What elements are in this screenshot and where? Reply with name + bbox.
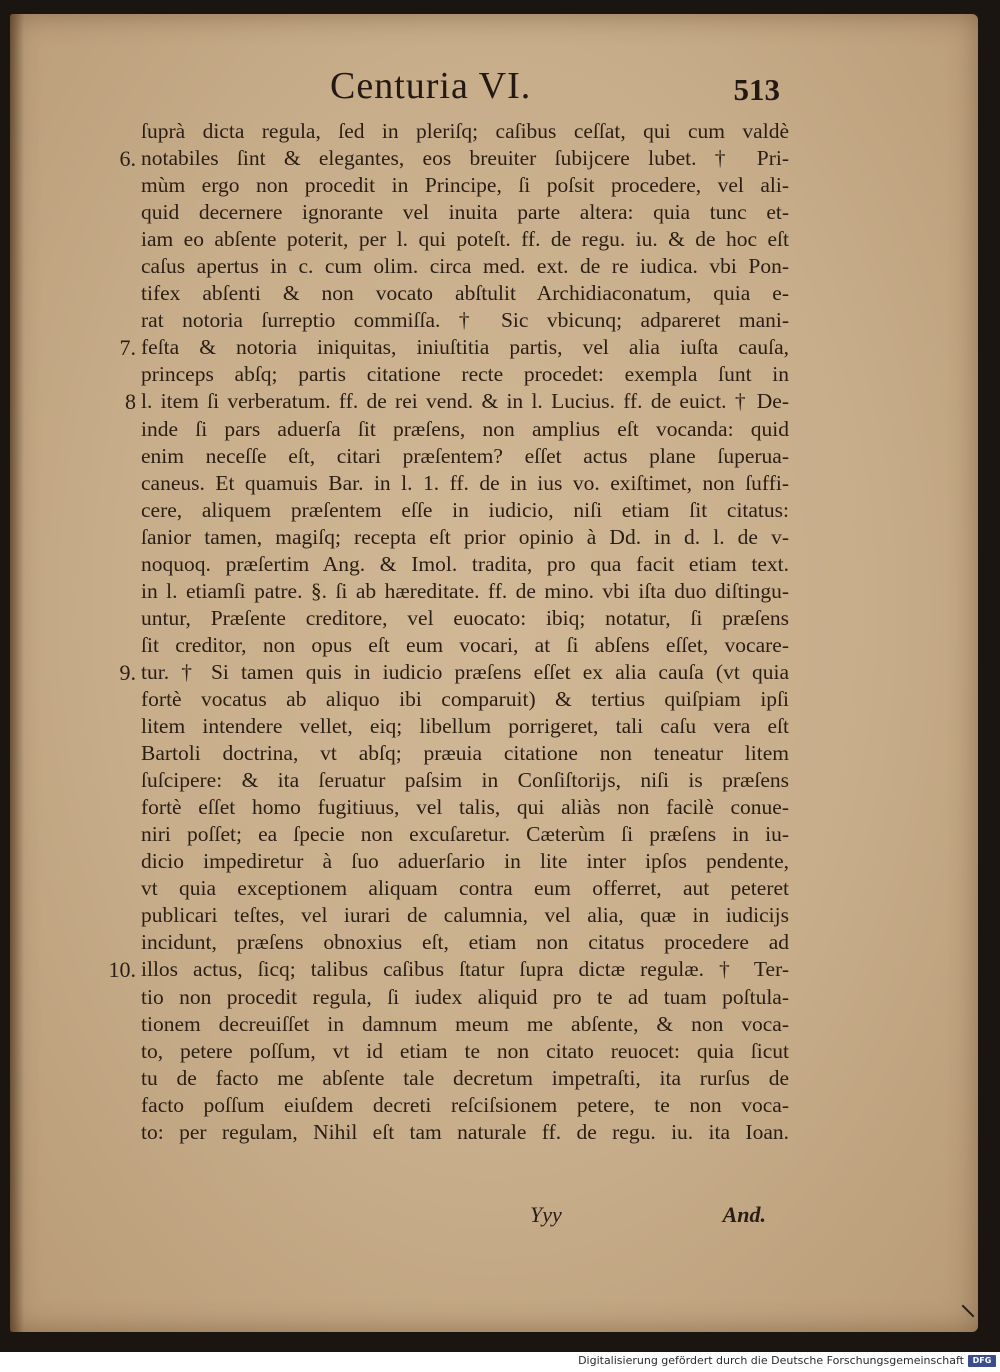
line-text: rat notoria ſurreptio commiſſa. † Sic vbicunq; adpareret mani- xyxy=(141,308,789,333)
text-line xyxy=(10,199,978,226)
dfg-logo-icon: DFG xyxy=(968,1355,996,1367)
text-line xyxy=(10,848,978,875)
line-text: tio non procedit regula, ſi iudex aliquid pro te ad tuam poſtula- xyxy=(141,984,789,1009)
line-text: publicari teſtes, vel iurari de calumnia, vel alia, quæ in iudicijs xyxy=(141,903,789,928)
text-line xyxy=(10,226,978,253)
text-line xyxy=(10,767,978,794)
text-line xyxy=(10,253,978,280)
line-text: caneus. Et quamuis Bar. in l. 1. ff. de in ius vo. exiſtimet, non ſuffi- xyxy=(141,470,789,495)
text-line xyxy=(10,821,978,848)
page-number: 513 xyxy=(733,72,780,107)
line-text: ſuſcipere: & ita ſeruatur paſsim in Conſiſtorijs, niſi is præſens xyxy=(141,768,789,793)
line-text: quid decernere ignorante vel inuita parte altera: quia tunc et- xyxy=(141,200,789,225)
line-text: Bartoli doctrina, vt abſq; præuia citatione non teneatur litem xyxy=(141,741,789,766)
text-line xyxy=(10,118,978,145)
line-text: litem intendere vellet, eiq; libellum porrigeret, tali caſu vera eſt xyxy=(141,714,789,739)
margin-note: 9. xyxy=(119,659,136,685)
text-line xyxy=(10,740,978,767)
text-line xyxy=(10,794,978,821)
line-text: tifex abſenti & non vocato abſtulit Archidiaconatum, quia e- xyxy=(141,281,789,306)
line-text: to: per regulam, Nihil eſt tam naturale ff. de regu. iu. ita Ioan. xyxy=(141,1119,789,1144)
text-line xyxy=(10,416,978,443)
text-line xyxy=(10,551,978,578)
text-line xyxy=(10,713,978,740)
line-text: in l. etiamſi patre. §. ſi ab hæreditate. ff. de mino. vbi iſta duo diſtingu- xyxy=(141,578,789,603)
line-text: niri poſſet; ea ſpecie non excuſaretur. Cæterùm ſi præſens in iu- xyxy=(141,822,789,847)
text-line xyxy=(10,280,978,307)
line-text: fortè vocatus ab aliquo ibi comparuit) & tertius quiſpiam ipſi xyxy=(141,686,789,711)
text-line xyxy=(10,659,978,686)
line-text: caſus apertus in c. cum olim. circa med. ext. de re iudica. vbi Pon- xyxy=(141,254,789,279)
catchword-line xyxy=(10,1202,978,1232)
text-line xyxy=(10,470,978,497)
line-text: dicio impediretur à ſuo aduerſario in lite inter ipſos pendente, xyxy=(141,849,789,874)
margin-note: 6. xyxy=(119,146,136,172)
text-line xyxy=(10,307,978,334)
text-line xyxy=(10,1038,978,1065)
text-line xyxy=(10,875,978,902)
text-line xyxy=(10,145,978,172)
text-line xyxy=(10,334,978,361)
text-line xyxy=(10,524,978,551)
line-text: ſit creditor, non opus eſt eum vocari, at ſi abſens eſſet, vocare- xyxy=(141,632,789,657)
text-line xyxy=(10,686,978,713)
footer-credit: Digitalisierung gefördert durch die Deutsche Forschungsgemeinschaft xyxy=(578,1354,964,1367)
text-line xyxy=(10,497,978,524)
line-text: untur, Præſente creditore, vel euocato: ibiq; notatur, ſi præſens xyxy=(141,605,789,630)
catchword: And. xyxy=(722,1202,766,1227)
line-text: noquoq. præſertim Ang. & Imol. tradita, pro qua facit etiam text. xyxy=(141,551,789,576)
body-text xyxy=(10,118,978,1146)
line-text: inde ſi pars aduerſa ſit præſens, non amplius eſt vocanda: quid xyxy=(141,416,789,441)
text-line xyxy=(10,984,978,1011)
running-head xyxy=(10,64,978,114)
running-title: Centuria VI. xyxy=(330,65,532,107)
line-text: incidunt, præſens obnoxius eſt, etiam non citatus procedere ad xyxy=(141,930,789,955)
margin-note: 10. xyxy=(108,957,136,983)
line-text: to, petere poſſum, vt id etiam te non citato reuocet: quia ſicut xyxy=(141,1038,789,1063)
line-text: l. item ſi verberatum. ff. de rei vend. & in l. Lucius. ff. de euict. † De- xyxy=(141,389,789,414)
text-line xyxy=(10,929,978,956)
line-text: facto poſſum eiuſdem decreti reſciſsionem petere, te non voca- xyxy=(141,1092,789,1117)
line-text: notabiles ſint & elegantes, eos breuiter ſubijcere lubet. † Pri- xyxy=(141,146,789,171)
signature-mark: Yyy xyxy=(530,1202,562,1227)
line-text: vt quia exceptionem aliquam contra eum offerret, aut peteret xyxy=(141,876,789,901)
text-line xyxy=(10,578,978,605)
text-line xyxy=(10,1119,978,1146)
text-line xyxy=(10,902,978,929)
text-line xyxy=(10,361,978,388)
margin-note: 7. xyxy=(119,335,136,361)
line-text: feſta & notoria iniquitas, iniuſtitia partis, vel alia iuſta cauſa, xyxy=(141,335,789,360)
text-line xyxy=(10,1011,978,1038)
text-line xyxy=(10,388,978,415)
line-text: princeps abſq; partis citatione recte procedet: exempla ſunt in xyxy=(141,362,789,387)
margin-note: 8 xyxy=(125,389,136,415)
book-page xyxy=(10,14,978,1332)
text-line xyxy=(10,1092,978,1119)
text-line xyxy=(10,956,978,983)
footer-bar xyxy=(0,1352,1000,1372)
text-line xyxy=(10,632,978,659)
line-text: tur. † Si tamen quis in iudicio præſens eſſet ex alia cauſa (vt quia xyxy=(141,659,789,684)
line-text: enim neceſſe eſt, citari præſentem? eſſet actus plane ſuperua- xyxy=(141,443,789,468)
line-text: mùm ergo non procedit in Principe, ſi poſsit procedere, vel ali- xyxy=(141,173,789,198)
line-text: ſuprà dicta regula, ſed in pleriſq; caſibus ceſſat, qui cum valdè xyxy=(141,119,789,143)
line-text: iam eo abſente poterit, per l. qui poteſt. ff. de regu. iu. & de hoc eſt xyxy=(141,227,789,252)
line-text: fortè eſſet homo fugitiuus, vel talis, qui aliàs non facilè conue- xyxy=(141,795,789,820)
line-text: tionem decreuiſſet in damnum meum me abſente, & non voca- xyxy=(141,1011,789,1036)
text-line xyxy=(10,605,978,632)
line-text: tu de facto me abſente tale decretum impetraſti, ita rurſus de xyxy=(141,1065,789,1090)
line-text: ſanior tamen, magiſq; recepta eſt prior opinio à Dd. in d. l. de v- xyxy=(141,524,789,549)
text-line xyxy=(10,1065,978,1092)
text-line xyxy=(10,443,978,470)
line-text: illos actus, ſicq; talibus caſibus ſtatur ſupra dictæ regulæ. † Ter- xyxy=(141,957,789,982)
line-text: cere, aliquem præſentem eſſe in iudicio, niſi etiam ſit citatus: xyxy=(141,497,789,522)
text-line xyxy=(10,172,978,199)
corner-mark xyxy=(962,1305,975,1318)
